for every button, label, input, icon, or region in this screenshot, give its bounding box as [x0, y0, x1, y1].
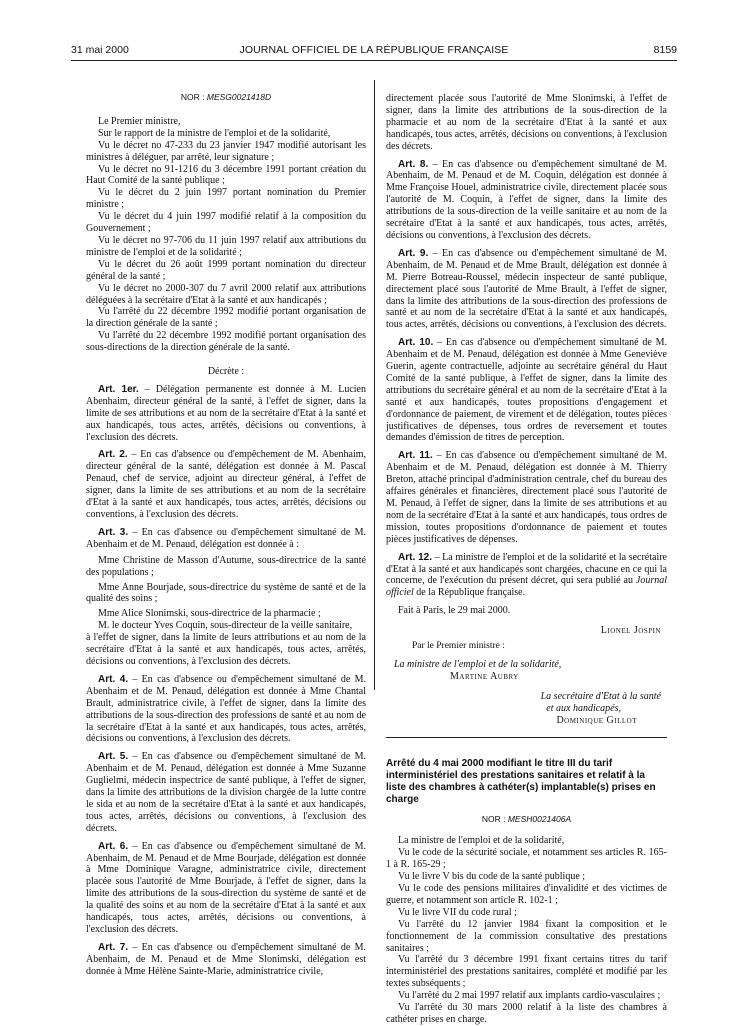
article-3-text: – En cas d'absence ou d'empêchement simultané de M. Abenhaim et de M. Penaud, délégation est donnée à : [86, 526, 366, 550]
article-9-text: – En cas d'absence ou d'empêchement simultané de M. Abenhaim, de M. Penaud et de Mme Brault, délégation est donnée à M. Pierre Botreau-Roussel, médecin inspecteur de santé publique, directement placé sous l'autorité de Mme Brault, à l'effet de signer, dans la limite des attributions de la sous-direction des professions de santé et au nom de la secrétaire d'Etat à la santé et aux handicapés, tous actes, arrêtés, décisions ou conventions, à l'exclusion des décrets. [386, 247, 667, 331]
intro-line: Vu le décret no 91-1216 du 3 décembre 1991 portant création du Haut Comité de la santé publique ; [86, 163, 366, 187]
intro-line: Le Premier ministre, [98, 115, 181, 127]
intro-line: Vu le décret du 4 juin 1997 modifié relatif à la composition du Gouvernement ; [86, 211, 366, 235]
arrete-line: Vu l'arrêté du 2 mai 1997 relatif aux implants cardio-vasculaires ; [398, 990, 661, 1002]
par-premier-ministre: Par le Premier ministre : [412, 641, 505, 652]
article-3-list-item: Mme Alice Slonimski, sous-directrice de la pharmacie ; [98, 608, 321, 620]
intro-line: Vu le décret du 2 juin 1997 portant nomination du Premier ministre ; [86, 187, 366, 211]
article-7-continued: directement placée sous l'autorité de Mme Slonimski, à l'effet de signer, dans la limite des attributions de la sous-direction de la pharmacie et au nom de la secrétaire d'Etat à la santé et aux handicapés, tous actes, arrêtés, décisions ou conventions, à l'exclusion des décrets. [386, 93, 667, 152]
nor-code-2: MESH0021406A [507, 813, 572, 824]
article-4 [86, 674, 366, 745]
article-3-end: à l'effet de signer, dans la limite de leurs attributions et au nom de la secrétaire d'Etat à la santé et aux handicapés, tous actes, arrêtés, décisions ou conventions, à l'exclusion des décrets. [86, 632, 366, 667]
article-10-text: – En cas d'absence ou d'empêchement simultané de M. Abenhaim et de M. Penaud, délégation est donnée à Mme Geneviève Guerin, agente contractuelle, adjointe au secrétaire général du Haut Comité de la santé publique, à l'effet de signer, dans la limite des attributions du secrétaire général et au nom de la secrétaire d'Etat à la santé et aux handicapés, toutes propositions d'engagement et d'ordonnance de paiement, de virement et de délégation, toutes pièces justificatives de dépenses, tous ordres de reversement et toutes demandes d'émission de titres de perception. [386, 337, 667, 444]
arrete-line: Vu l'arrêté du 30 mars 2000 relatif à la liste des chambres à cathéter prises en charge. [386, 1002, 667, 1025]
article-3-label: Art. 3. [98, 526, 129, 538]
arrete-line: Vu l'arrêté du 12 janvier 1984 fixant la composition et le fonctionnement de la commission consultative des prestations sanitaires ; [386, 918, 667, 954]
article-4-text: – En cas d'absence ou d'empêchement simultané de M. Abenhaim et de M. Penaud, délégation est donnée à Mme Chantal Brault, administratrice civile, à l'effet de signer, dans la limite des attributions de la sous-direction des professions de santé et au nom de la secrétaire d'Etat à la santé et aux handicapés, tous actes, arrêtés, décisions ou conventions, à l'exclusion des décrets. [86, 673, 366, 745]
article-11-text: – En cas d'absence ou d'empêchement simultané de M. Abenhaim et de M. Penaud, délégation est donnée à M. Thierry Breton, attaché principal d'administration centrale, chef du bureau des affaires générales et financières, directement placé sous l'autorité de M. Penaud, à l'effet de signer, dans la limite de ses attributions et au nom de la secrétaire d'Etat à la santé et aux handicapés, tous ordres de mission, toutes propositions d'ordonnance de paiement et toutes pièces justificatives de dépenses. [386, 450, 667, 545]
article-2-label: Art. 2. [98, 449, 128, 461]
arrete-line: La ministre de l'emploi et de la solidarité, [398, 835, 565, 847]
article-2-text: – En cas d'absence ou d'empêchement de M. Abenhaim, directeur général de la santé, délégation est donnée à M. Pascal Penaud, chef de service, adjoint au directeur général, à l'effet de signer, dans la limite de ses attributions et au nom de la secrétaire d'Etat à la santé et aux handicapés, tous actes, arrêtés, décisions ou conventions, à l'exclusion des décrets. [86, 449, 366, 520]
secretaire-title-2: et aux handicapés, [546, 702, 621, 714]
intro-line: Vu l'arrêté du 22 décembre 1992 modifié portant organisation des sous-directions de la direction générale de la santé. [86, 330, 366, 354]
article-5-text: – En cas d'absence ou d'empêchement simultané de M. Abenhaim et de M. Penaud, délégation est donnée à Mme Suzanne Guglielmi, médecin inspectrice de santé publique, à l'effet de signer, dans la limite des attributions de la division chargée de la lutte contre le sida et au nom de la secrétaire d'Etat à la santé et aux handicapés, tous actes, arrêtés, décisions ou conventions, à l'exclusion des décrets. [86, 751, 366, 834]
header-rule [71, 60, 677, 61]
column-divider [374, 80, 375, 690]
article-12-italic: Journal officiel [386, 575, 667, 599]
left-column [86, 92, 366, 978]
article-1-text: – Délégation permanente est donnée à M. Lucien Abenhaim, directeur général de la santé, à l'effet de signer, dans la limite de ses attributions et au nom de la secrétaire d'Etat à la santé et aux handicapés, tous actes, arrêtés, décisions ou conventions, à l'exclusion des décrets. [86, 383, 366, 443]
ministre-name: Martine Aubry [450, 670, 519, 682]
article-9 [386, 248, 667, 331]
right-column [386, 93, 667, 1026]
nor-code: MESG0021418D [206, 92, 272, 102]
article-3-list-item: Mme Anne Bourjade, sous-directrice du système de santé et de la qualité des soins ; [86, 581, 366, 605]
article-12-label: Art. 12. [398, 551, 432, 563]
header-date: 31 mai 2000 [71, 44, 129, 56]
article-11 [386, 450, 667, 545]
header-page-number: 8159 [653, 44, 677, 56]
article-8 [386, 159, 667, 242]
article-5 [86, 751, 366, 834]
signature-place-date: Fait à Paris, le 29 mai 2000. [398, 605, 511, 617]
article-7-text: – En cas d'absence ou d'empêchement simultané de M. Abenhaim, de M. Penaud et de Mme Slonimski, délégation est donnée à Mme Hélène Sainte-Marie, administratrice civile, [86, 941, 366, 977]
secretaire-name: Dominique Gillot [556, 714, 637, 726]
article-1 [86, 384, 366, 444]
article-8-label: Art. 8. [398, 158, 429, 170]
nor-label: NOR : [180, 92, 205, 102]
intro-line: Vu l'arrêté du 22 décembre 1992 modifié portant organisation de la direction générale de la santé ; [86, 306, 366, 330]
article-10-label: Art. 10. [398, 337, 434, 349]
arrete-line: Vu le code de la sécurité sociale, et notamment ses articles R. 165-1 à R. 165-29 ; [386, 847, 667, 871]
intro-line: Vu le décret no 2000-307 du 7 avril 2000 relatif aux attributions déléguées à la secrétaire d'Etat à la santé et aux handicapés ; [86, 282, 366, 306]
intro-line: Sur le rapport de la ministre de l'emploi et de la solidarité, [98, 127, 331, 139]
article-1-label: Art. 1er. [98, 383, 139, 395]
nor-reference-2 [386, 814, 667, 826]
ministre-title: La ministre de l'emploi et de la solidarité, [394, 658, 562, 670]
header-journal-title: JOURNAL OFFICIEL DE LA RÉPUBLIQUE FRANÇAISE [239, 44, 509, 56]
arrete-line: Vu le livre VII du code rural ; [398, 906, 517, 918]
article-11-label: Art. 11. [398, 450, 433, 462]
article-7 [86, 942, 366, 978]
section-rule [386, 737, 667, 738]
article-6-text: – En cas d'absence ou d'empêchement simultané de M. Abenhaim, de M. Penaud et de Mme Bourjade, délégation est donnée à Mme Dominique Varagne, administratrice civile, directement placée sous l'autorité de Mme Bourjade, à l'effet de signer, dans la limite des attributions de la sous-direction du système de santé et de la qualité des soins et au nom de la secrétaire d'Etat à la santé et aux handicapés, tous actes, arrêtés, décisions ou conventions, à l'exclusion des décrets. [86, 840, 366, 935]
intro-line: Vu le décret no 47-233 du 23 janvier 1947 modifié autorisant les ministres à déléguer, par arrêté, leur signature ; [86, 139, 366, 163]
intro-line: Vu le décret no 97-706 du 11 juin 1997 relatif aux attributions du ministre de l'emploi et de la solidarité ; [86, 234, 366, 258]
arrete-line: Vu le code des pensions militaires d'invalidité et des victimes de guerre, et notamment son article R. 102-1 ; [386, 883, 667, 906]
arrete-line: Vu l'arrêté du 3 décembre 1991 fixant certains titres du tarif interministériel des prestations sanitaires, complété et modifié par les textes subséquents ; [386, 954, 667, 990]
page-header [71, 44, 677, 58]
article-4-label: Art. 4. [98, 673, 129, 685]
signature-prime-minister: Lionel Jospin [600, 625, 661, 637]
article-9-label: Art. 9. [398, 247, 429, 259]
article-3-list-item: M. le docteur Yves Coquin, sous-directeur de la veille sanitaire, [98, 620, 353, 632]
article-5-label: Art. 5. [98, 751, 129, 763]
decrete-heading: Décrète : [207, 366, 245, 378]
secretaire-title-1: La secrétaire d'Etat à la santé [540, 690, 661, 702]
article-3 [86, 527, 366, 551]
nor-label-2: NOR : [481, 813, 506, 824]
article-3-list-item: Mme Christine de Masson d'Autume, sous-directrice de la santé des populations ; [86, 554, 366, 578]
article-7-label: Art. 7. [98, 941, 129, 953]
article-10 [386, 337, 667, 444]
arrete-title: Arrêté du 4 mai 2000 modifiant le titre III du tarif interministériel des prestations sanitaires et relatif à la liste des chambres à cathéter(s) implantable(s) prises en charge [386, 757, 656, 805]
article-12 [386, 552, 667, 600]
arrete-line: Vu le livre V bis du code de la santé publique ; [398, 871, 586, 883]
article-12-text-a: – La ministre de l'emploi et de la solidarité et la secrétaire d'Etat à la santé et aux handicapés sont chargées, chacune en ce qui la concerne, de l'exécution du présent décret, qui sera publié au [386, 551, 667, 587]
article-6 [86, 841, 366, 936]
article-12-text-b: de la République française. [413, 587, 526, 599]
intro-line: Vu le décret du 26 août 1999 portant nomination du directeur général de la santé ; [86, 258, 366, 282]
article-6-label: Art. 6. [98, 840, 129, 852]
article-8-text: – En cas d'absence ou d'empêchement simultané de M. Abenhaim, de M. Penaud et de M. Coquin, délégation est donnée à Mme Françoise Houel, administratrice civile, directement placée sous l'autorité de M. Coquin, à l'effet de signer, dans la limite des attributions de la sous-direction de la veille sanitaire et au nom de la secrétaire d'Etat à la santé et aux handicapés, tous actes, arrêtés, décisions ou conventions, à l'exclusion des décrets. [386, 158, 667, 241]
nor-reference [86, 92, 366, 104]
article-2 [86, 449, 366, 520]
